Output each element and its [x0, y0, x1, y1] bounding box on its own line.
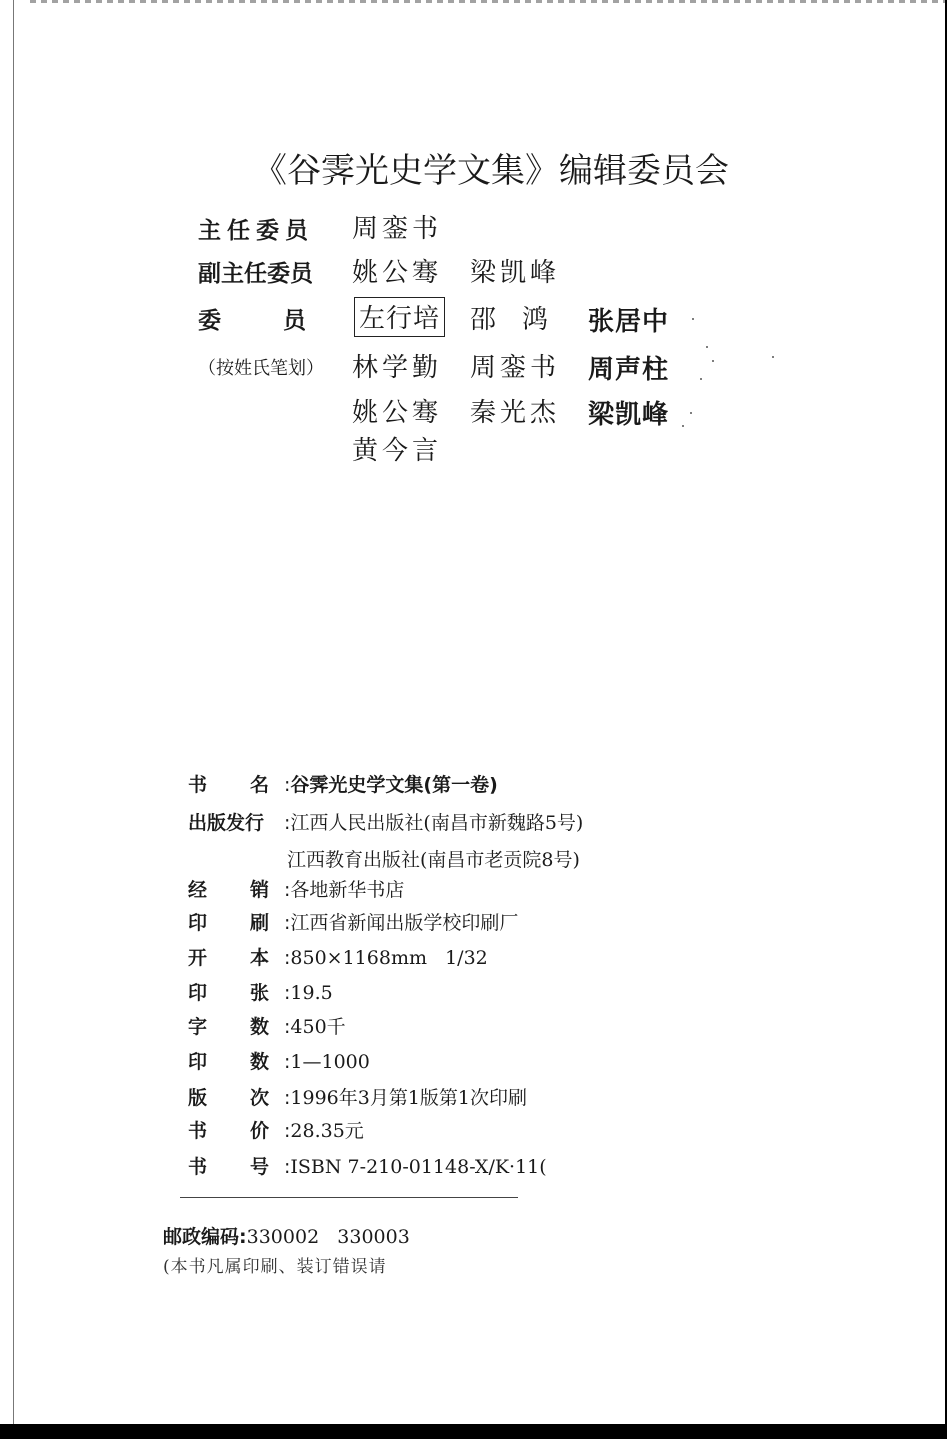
colophon-row-distribution: 经 销 :各地新华书店	[188, 875, 404, 903]
scan-speckle	[700, 378, 702, 380]
vice-chair-label: 副主任委员	[198, 261, 313, 287]
colophon-label: 版 次	[188, 1087, 270, 1109]
scan-edge-left	[13, 0, 14, 1424]
member-name: 姚公骞	[352, 398, 443, 428]
colophon-row-format: 开 本 :850×1168mm 1/32	[188, 943, 488, 971]
vice-chair-name-1: 姚公骞	[352, 258, 443, 288]
colophon-label: 书 名	[188, 774, 270, 796]
member-name: 林学勤	[352, 353, 443, 383]
colophon-value: 江西人民出版社(南昌市新魏路5号)	[290, 812, 584, 834]
members-label: 委员	[198, 308, 368, 334]
colophon-row-printing: 印 刷 :江西省新闻出版学校印刷厂	[188, 908, 518, 936]
member-name: 周声柱	[588, 355, 670, 385]
colophon-label: 印 刷	[188, 912, 270, 934]
scan-speckle	[706, 346, 708, 348]
colophon-row-publisher: 出版发行 :江西人民出版社(南昌市新魏路5号)	[188, 808, 583, 836]
colophon-label: 出版发行	[188, 812, 265, 834]
colophon-value: 江西省新闻出版学校印刷厂	[290, 912, 519, 934]
postal-code-row: 邮政编码:330002 330003	[163, 1226, 410, 1248]
members-note: （按姓氏笔划）	[198, 358, 324, 379]
vice-chair-name-2: 梁凯峰	[470, 258, 561, 288]
member-name: 周銮书	[470, 353, 561, 383]
colophon-row-wordcount: 字 数 :450千	[188, 1012, 346, 1040]
scan-speckle	[692, 318, 694, 320]
colophon-row-price: 书 价 :28.35元	[188, 1116, 364, 1144]
colophon-row-isbn: 书 号 :ISBN 7-210-01148-X/K·11(	[188, 1152, 547, 1180]
colophon-label: 书 号	[188, 1156, 270, 1178]
colophon-row-edition: 版 次 :1996年3月第1版第1次印刷	[188, 1083, 527, 1111]
member-name: 黄今言	[352, 436, 443, 466]
postal-code-label: 邮政编码	[163, 1226, 240, 1248]
colophon-value: 850×1168mm 1/32	[290, 947, 488, 969]
scan-speckle	[690, 412, 692, 414]
scan-speckle	[682, 425, 684, 427]
colophon-row-sheets: 印 张 :19.5	[188, 978, 333, 1006]
scan-speckle	[772, 356, 774, 358]
colophon-row-title: 书 名 :谷霁光史学文集(第一卷)	[188, 770, 498, 798]
colophon-value: 1—1000	[290, 1051, 370, 1073]
scan-speckle	[712, 360, 714, 362]
colophon-value: 各地新华书店	[290, 879, 405, 901]
colophon-value-publisher-2: 江西教育出版社(南昌市老贡院8号)	[287, 849, 580, 871]
scan-edge-top	[30, 0, 945, 3]
colophon-row-printrun: 印 数 :1—1000	[188, 1047, 370, 1075]
colophon-value: ISBN 7-210-01148-X/K·11(	[290, 1156, 547, 1178]
print-error-notice: (本书凡属印刷、装订错误请	[163, 1257, 387, 1277]
colophon-label: 书 价	[188, 1120, 270, 1142]
colophon-value: 450千	[290, 1016, 346, 1038]
colophon-label: 开 本	[188, 947, 270, 969]
colophon-label: 印 张	[188, 982, 270, 1004]
colophon-value: 1996年3月第1版第1次印刷	[290, 1087, 528, 1109]
member-name: 秦光杰	[470, 398, 561, 428]
colophon-label: 经 销	[188, 879, 270, 901]
colophon-value: 谷霁光史学文集(第一卷)	[290, 774, 498, 796]
colophon-value: 19.5	[290, 982, 333, 1004]
chair-label: 主任委员	[198, 218, 314, 244]
chair-name: 周銮书	[352, 214, 443, 244]
member-name: 左行培	[354, 297, 445, 337]
committee-title: 《谷霁光史学文集》编辑委员会	[253, 151, 729, 191]
divider-rule	[180, 1197, 518, 1198]
member-name: 梁凯峰	[588, 400, 670, 430]
colophon-label: 字 数	[188, 1016, 270, 1038]
colophon-label: 印 数	[188, 1051, 270, 1073]
member-name: 张居中	[588, 307, 670, 337]
member-name: 邵鸿	[470, 305, 575, 335]
postal-code-value: 330002 330003	[246, 1226, 410, 1248]
colophon-value: 28.35元	[290, 1120, 364, 1142]
